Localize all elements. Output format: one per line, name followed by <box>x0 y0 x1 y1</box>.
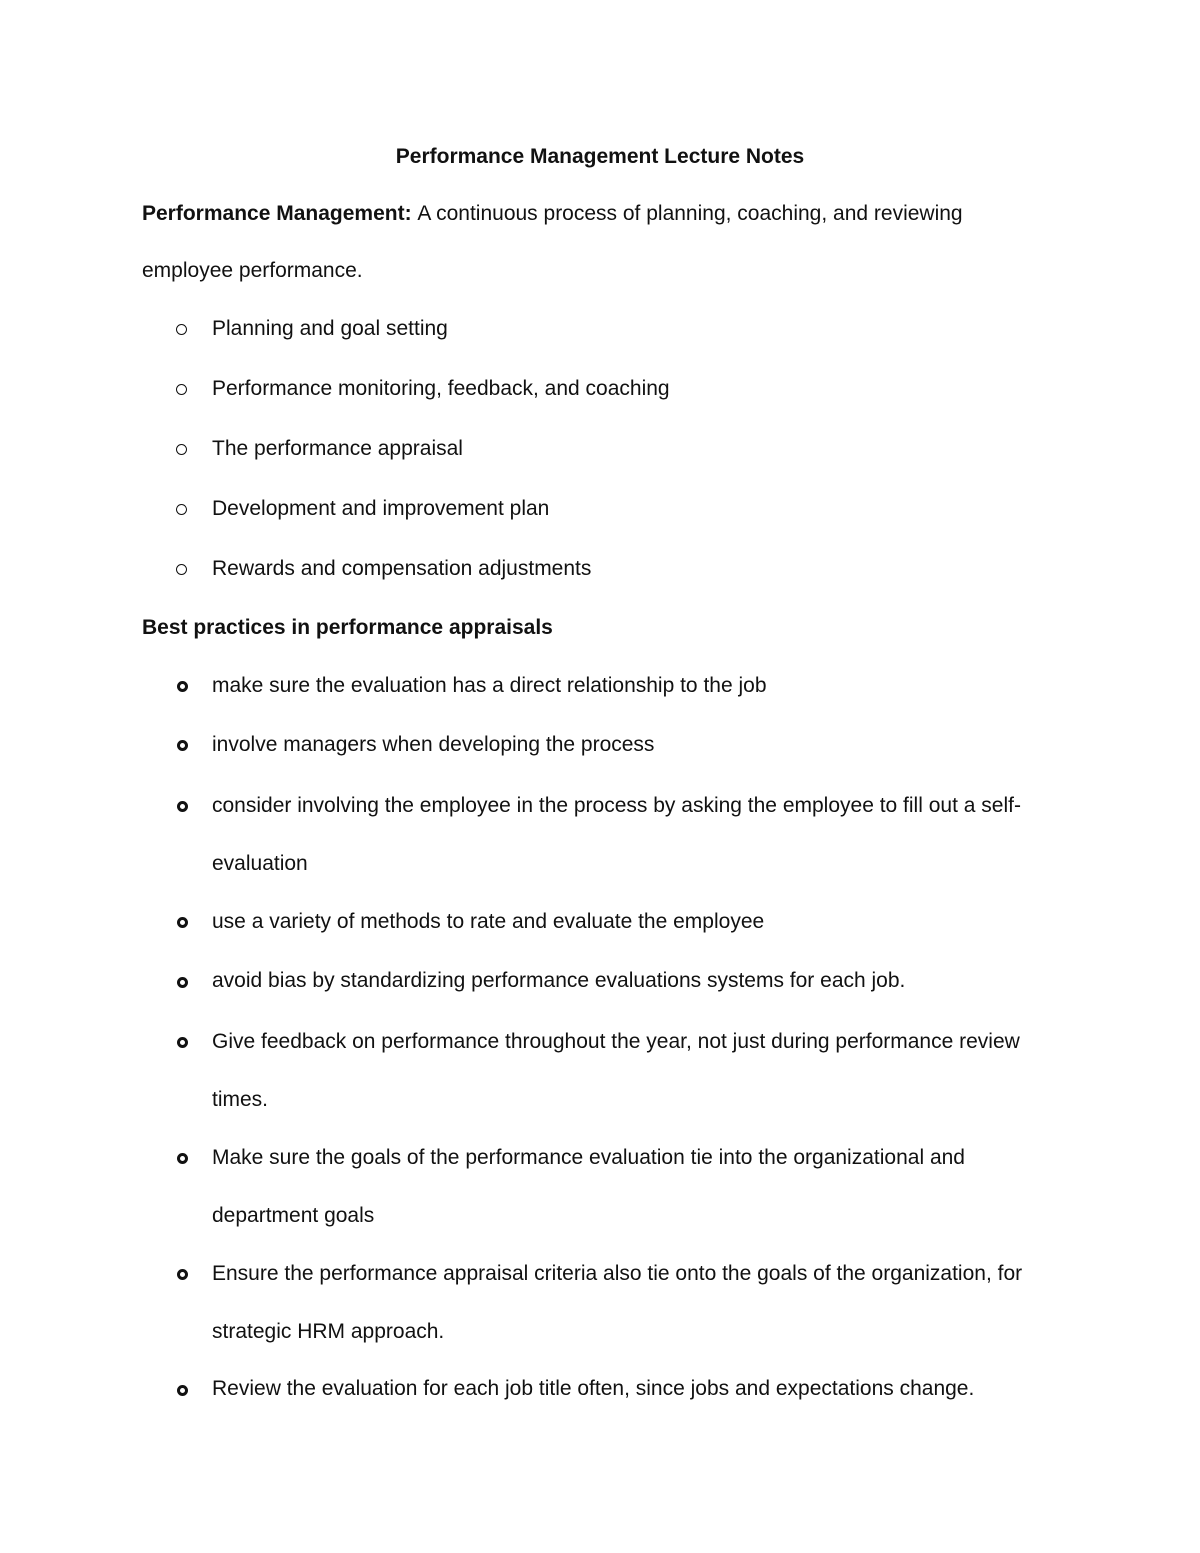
document-title: Performance Management Lecture Notes <box>395 145 805 168</box>
definition-line-2: employee performance. <box>142 259 363 282</box>
list-item-text: Review the evaluation for each job title often, since jobs and expectations change. <box>212 1377 975 1400</box>
bold-circle-bullet-icon <box>177 1037 188 1048</box>
list-item-text: Performance monitoring, feedback, and coaching <box>212 377 670 400</box>
list-item-text: make sure the evaluation has a direct relationship to the job <box>212 674 767 697</box>
list-item-text: The performance appraisal <box>212 437 463 460</box>
open-circle-bullet-icon <box>176 564 187 575</box>
list-item-text: Make sure the goals of the performance evaluation tie into the organizational and department goals <box>212 1146 965 1227</box>
definition-line-1 <box>142 200 963 228</box>
bold-circle-bullet-icon <box>177 917 188 928</box>
list-item-text: Ensure the performance appraisal criteria also tie onto the goals of the organization, for strategic HRM approach. <box>212 1262 1023 1343</box>
open-circle-bullet-icon <box>176 384 187 395</box>
bold-circle-bullet-icon <box>177 801 188 812</box>
best-practices-heading: Best practices in performance appraisals <box>142 616 553 639</box>
open-circle-bullet-icon <box>176 444 187 455</box>
list-item-text: Give feedback on performance throughout the year, not just during performance review times. <box>212 1030 1020 1111</box>
bold-circle-bullet-icon <box>177 681 188 692</box>
list-item-text: Planning and goal setting <box>212 317 448 340</box>
list-item-text: use a variety of methods to rate and evaluate the employee <box>212 910 765 933</box>
open-circle-bullet-icon <box>176 324 187 335</box>
bold-circle-bullet-icon <box>177 740 188 751</box>
bold-circle-bullet-icon <box>177 1269 188 1280</box>
list-item-text: Rewards and compensation adjustments <box>212 557 592 580</box>
list-item-text: consider involving the employee in the process by asking the employee to fill out a self-evaluation <box>212 794 1021 875</box>
list-item-text: avoid bias by standardizing performance evaluations systems for each job. <box>212 969 906 992</box>
list-item-text: Development and improvement plan <box>212 497 550 520</box>
definition-term: Performance Management <box>142 202 405 225</box>
bold-circle-bullet-icon <box>177 1385 188 1396</box>
bold-circle-bullet-icon <box>177 1153 188 1164</box>
definition-separator: : <box>404 202 418 225</box>
definition-text: A continuous process of planning, coaching, and reviewing <box>417 202 963 225</box>
open-circle-bullet-icon <box>176 504 187 515</box>
list-item-text: involve managers when developing the process <box>212 733 655 756</box>
bold-circle-bullet-icon <box>177 977 188 988</box>
